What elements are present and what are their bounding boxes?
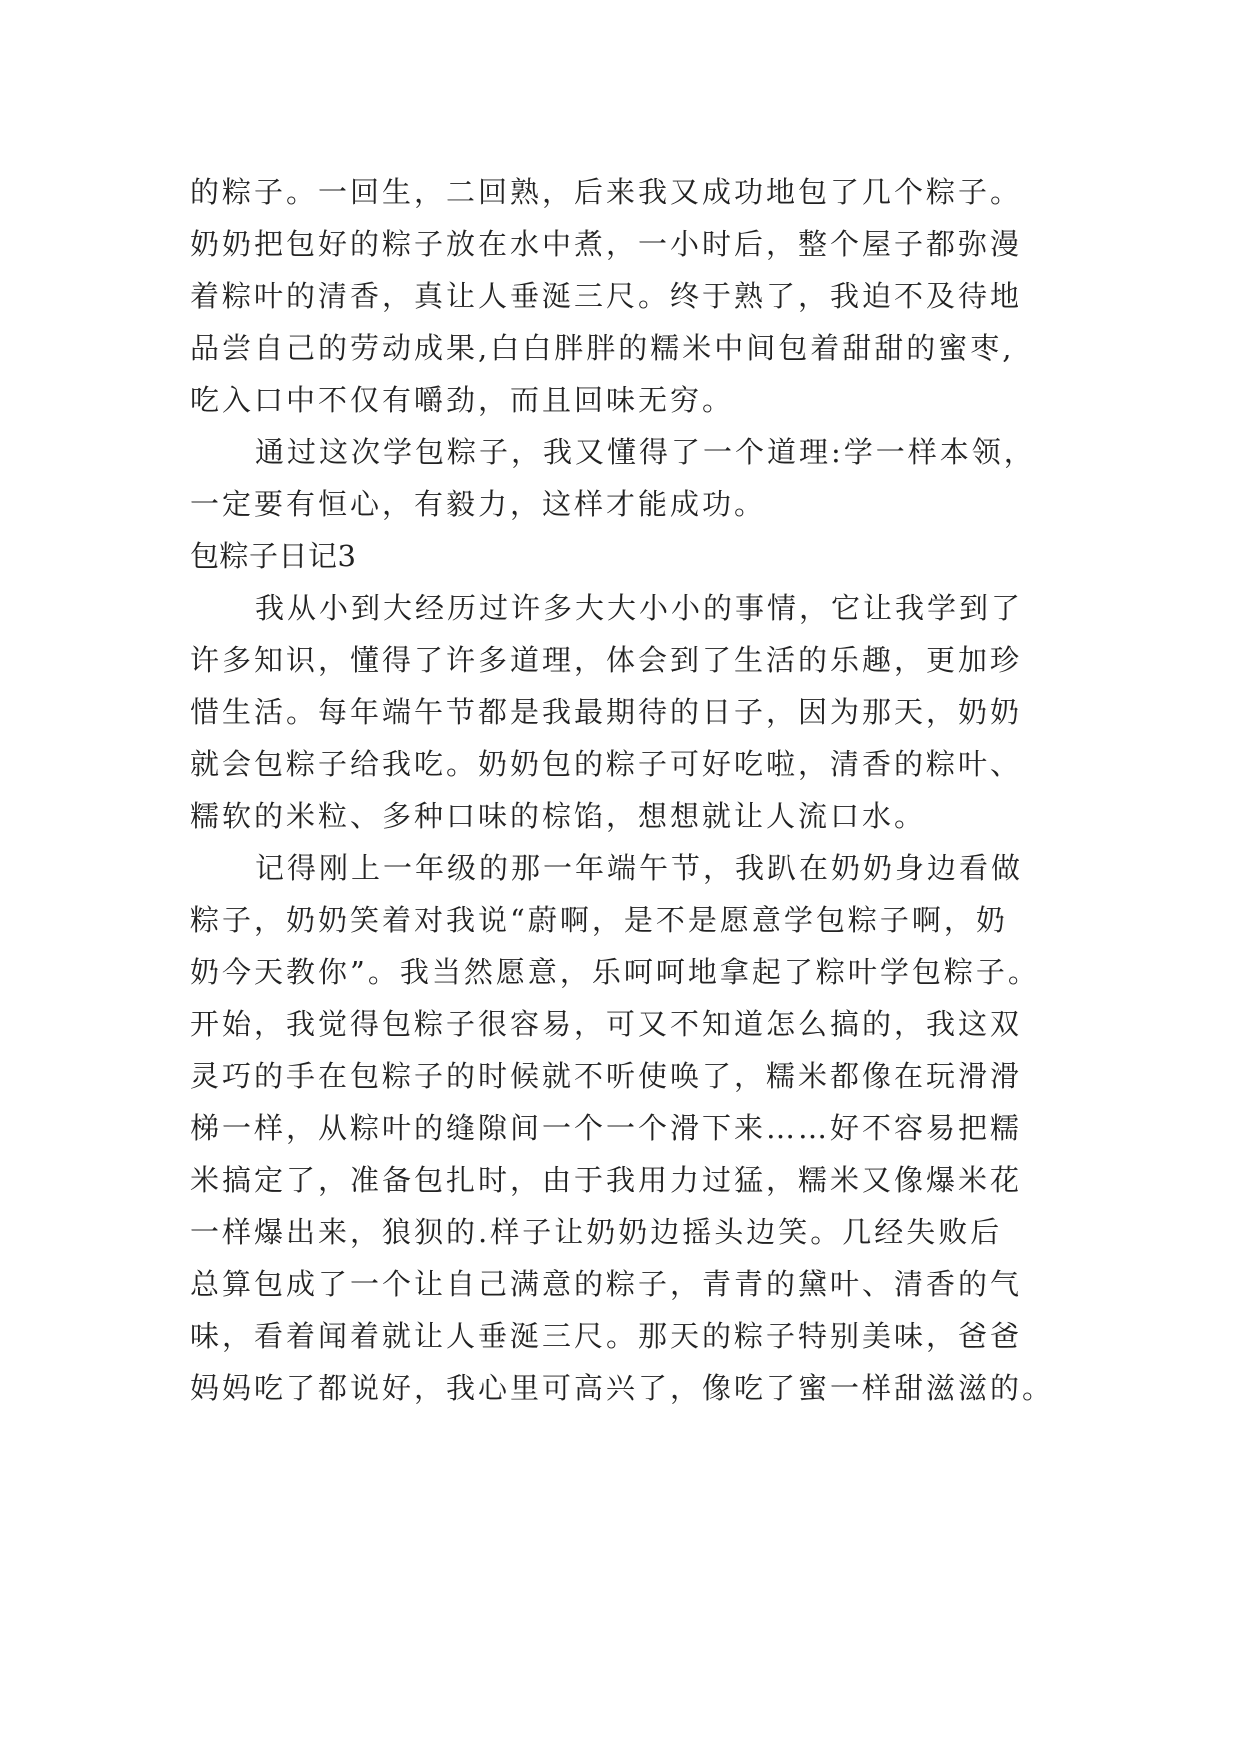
text-line: 糯软的米粒、多种口味的棕馅，想想就让人流口水。 [190, 799, 927, 833]
text-line: 就会包粽子给我吃。奶奶包的粽子可好吃啦，清香的粽叶、 [190, 747, 1023, 781]
text-line: 灵巧的手在包粽子的时候就不听使唤了，糯米都像在玩滑滑 [190, 1059, 1023, 1093]
section-heading: 包粽子日记3 [190, 539, 357, 573]
paragraph-first-line: 通过这次学包粽子，我又懂得了一个道理:学一样本领， [255, 435, 1036, 469]
text-line: 着粽叶的清香，真让人垂涎三尺。终于熟了，我迫不及待地 [190, 279, 1023, 313]
text-line: 梯一样，从粽叶的缝隙间一个一个滑下来……好不容易把糯 [190, 1111, 1023, 1145]
text-line: 一定要有恒心，有毅力，这样才能成功。 [190, 487, 767, 521]
text-line: 总算包成了一个让自己满意的粽子，青青的黛叶、清香的气 [190, 1267, 1023, 1301]
text-line: 的粽子。一回生，二回熟，后来我又成功地包了几个粽子。 [190, 175, 1023, 209]
text-line: 一样爆出来，狼狈的.样子让奶奶边摇头边笑。几经失败后 [190, 1215, 1003, 1249]
paragraph-first-line: 我从小到大经历过许多大大小小的事情，它让我学到了 [255, 591, 1024, 625]
text-line: 粽子，奶奶笑着对我说“蔚啊，是不是愿意学包粽子啊，奶 [190, 903, 1008, 937]
text-line: 奶今天教你”。我当然愿意，乐呵呵地拿起了粽叶学包粽子。 [190, 955, 1040, 989]
paragraph-first-line: 记得刚上一年级的那一年端午节，我趴在奶奶身边看做 [255, 851, 1024, 885]
text-line: 开始，我觉得包粽子很容易，可又不知道怎么搞的，我这双 [190, 1007, 1023, 1041]
text-line: 吃入口中不仅有嚼劲，而且回味无穷。 [190, 383, 735, 417]
text-line: 妈妈吃了都说好，我心里可高兴了，像吃了蜜一样甜滋滋的。 [190, 1371, 1055, 1405]
text-line: 许多知识，懂得了许多道理，体会到了生活的乐趣，更加珍 [190, 643, 1023, 677]
text-line: 惜生活。每年端午节都是我最期待的日子，因为那天，奶奶 [190, 695, 1023, 729]
text-line: 味，看着闻着就让人垂涎三尺。那天的粽子特别美味，爸爸 [190, 1319, 1023, 1353]
text-line: 米搞定了，准备包扎时，由于我用力过猛，糯米又像爆米花 [190, 1163, 1023, 1197]
text-line: 品尝自己的劳动成果,白白胖胖的糯米中间包着甜甜的蜜枣, [190, 331, 1015, 365]
text-line: 奶奶把包好的粽子放在水中煮，一小时后，整个屋子都弥漫 [190, 227, 1023, 261]
